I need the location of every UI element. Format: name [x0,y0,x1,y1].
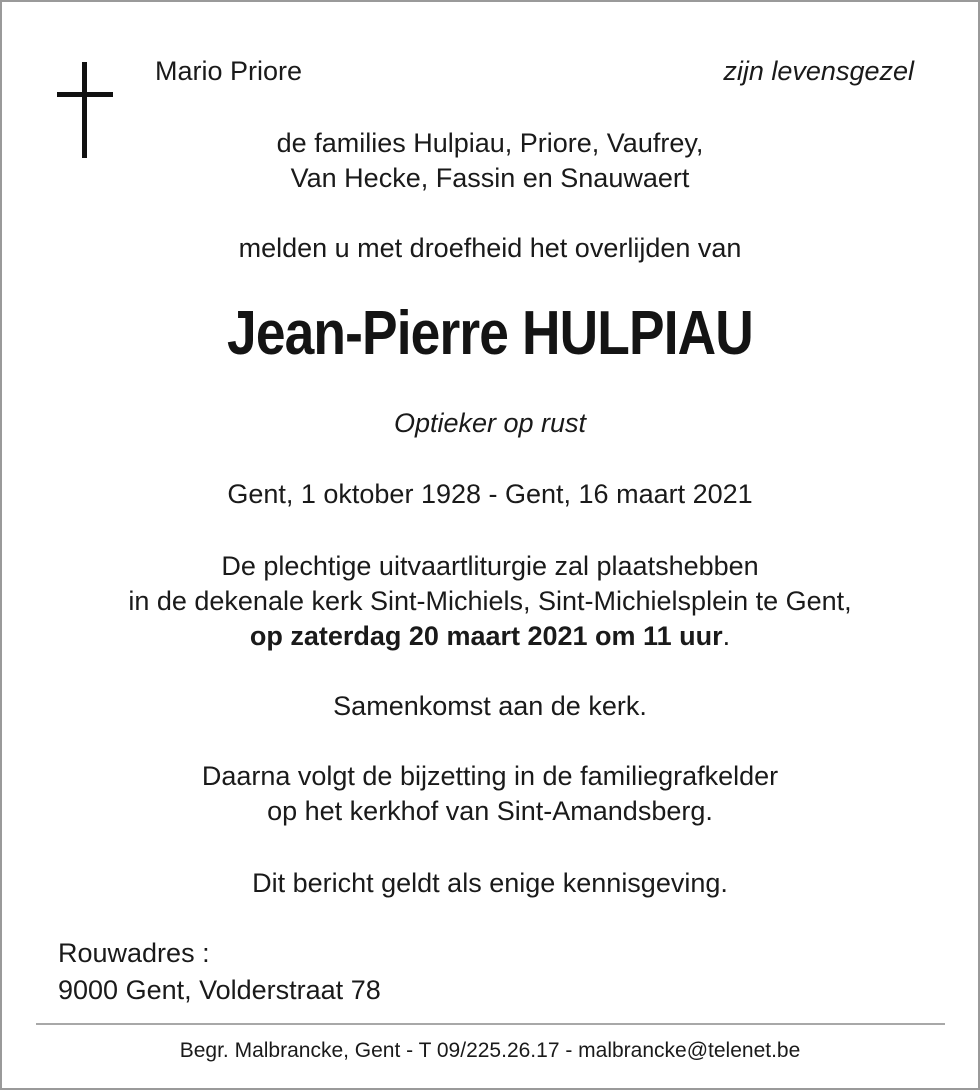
partner-name: Mario Priore [155,56,303,86]
announcement-text: melden u met droefheid het overlijden van [238,233,742,263]
families-line-1: de families Hulpiau, Priore, Vaufrey, [276,128,704,158]
partner-role: zijn levensgezel [723,56,914,86]
ceremony-line-2: in de dekenale kerk Sint-Michiels, Sint-Michielsplein te Gent, [128,586,852,616]
cross-horizontal-bar [57,92,113,97]
address-label: Rouwadres : [58,938,210,968]
life-dates: Gent, 1 oktober 1928 - Gent, 16 maart 2021 [227,479,753,509]
deceased-name: Jean-Pierre HULPIAU [227,299,753,368]
ceremony-line-1: De plechtige uitvaartliturgie zal plaatshebben [221,551,759,581]
ceremony-datetime-suffix: . [722,621,731,651]
families-line-2: Van Hecke, Fassin en Snauwaert [290,163,690,193]
notice-text: Dit bericht geldt als enige kennisgeving. [252,868,728,898]
gathering-text: Samenkomst aan de kerk. [333,691,647,721]
ceremony-datetime: op zaterdag 20 maart 2021 om 11 uur [249,621,723,651]
burial-line-1: Daarna volgt de bijzetting in de familiegrafkelder [201,761,779,791]
deceased-occupation: Optieker op rust [393,408,587,438]
footer-divider [36,1023,945,1025]
ceremony-datetime-line [0,619,980,653]
burial-line-2: op het kerkhof van Sint-Amandsberg. [267,796,713,826]
address-value: 9000 Gent, Volderstraat 78 [58,975,381,1005]
funeral-home-footer: Begr. Malbrancke, Gent - T 09/225.26.17 - malbrancke@telenet.be [179,1039,801,1062]
